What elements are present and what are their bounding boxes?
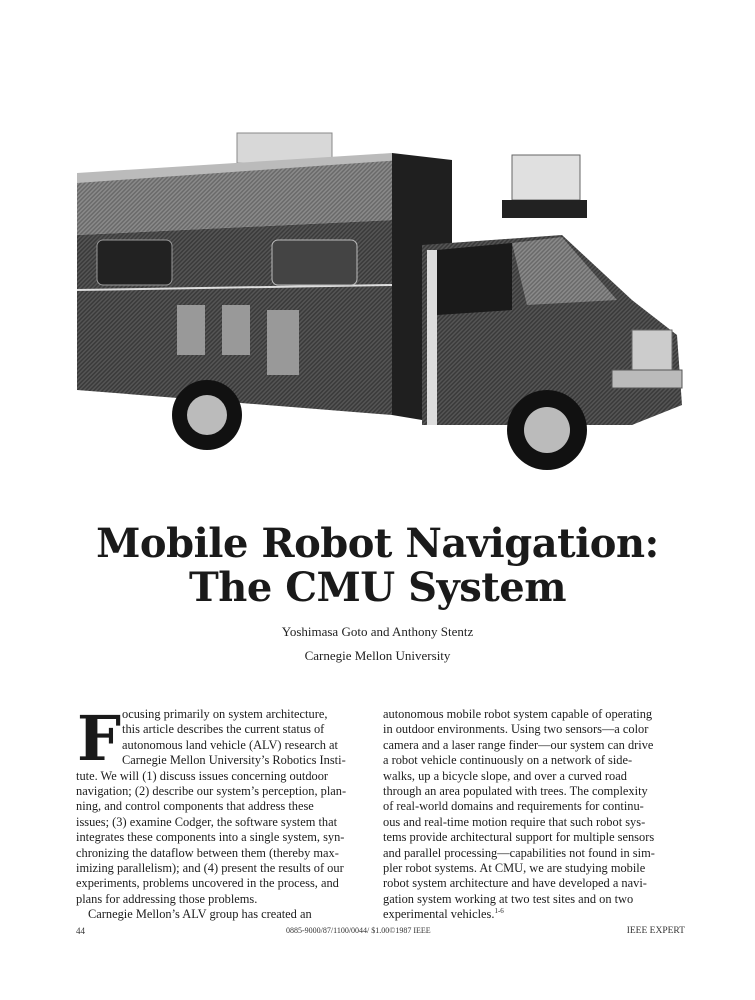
drop-cap: F [77, 702, 122, 775]
copyright-code: 0885-9000/87/1100/0044/ $1.00©1987 IEEE [286, 926, 431, 935]
text-line: issues; (3) examine Codger, the software system that [76, 814, 338, 829]
article-title [0, 522, 755, 610]
text-line: tute. We will (1) discuss issues concerning outdoor [76, 768, 329, 783]
text-line: autonomous land vehicle (ALV) research at [122, 737, 338, 752]
text-line: and parallel processing—capabilities not found in sim- [383, 845, 655, 860]
text-fragment: experimental vehicles. [383, 907, 495, 922]
text-line: ous and real-time motion require that such robot sys- [383, 814, 646, 829]
text-line: tems provide architectural support for multiple sensors [383, 830, 655, 845]
text-line: ocusing primarily on system architecture, [122, 707, 328, 721]
page-number: 44 [76, 926, 85, 936]
text-line: Carnegie Mellon’s ALV group has created an [88, 907, 312, 922]
photo-robot-van-icon [72, 125, 687, 480]
title-line-1: Mobile Robot Navigation: [96, 520, 659, 567]
text-line: imizing parallelism); and (4) present the results of our [76, 861, 344, 876]
text-line-last [383, 907, 688, 922]
text-line: in outdoor environments. Using two sensors—a color [383, 722, 649, 737]
text-line: pler robot systems. At CMU, we are studying mobile [383, 861, 646, 876]
title-line-2: The CMU System [188, 564, 567, 611]
robot-van-photo [72, 125, 687, 480]
text-line: integrates these components into a single system, syn- [76, 830, 345, 845]
text-line: autonomous mobile robot system capable of operating [383, 707, 653, 721]
text-line: camera and a laser range finder—our system can drive [383, 737, 654, 752]
journal-name: IEEE EXPERT [626, 926, 685, 936]
text-line: chronizing the dataflow between them (thereby max- [76, 845, 339, 860]
text-line: a robot vehicle continuously on a network of side- [383, 753, 633, 768]
text-line: walks, up a bicycle slope, and over a curved road [383, 768, 627, 783]
text-line: plans for addressing those problems. [76, 891, 258, 906]
text-line: Carnegie Mellon University’s Robotics Insti- [122, 753, 346, 768]
text-line: ning, and control components that address these [76, 799, 314, 814]
right-column [383, 707, 688, 923]
text-line: experiments, problems uncovered in the process, and [76, 876, 339, 891]
text-line: through an area populated with trees. The complexity [383, 784, 648, 799]
authors: Yoshimasa Goto and Anthony Stentz [281, 624, 474, 639]
left-column [76, 702, 376, 923]
text-line: this article describes the current status of [122, 722, 325, 737]
text-line: gation system working at two test sites and on two [383, 891, 634, 906]
text-line: navigation; (2) describe our system’s perception, plan- [76, 784, 347, 799]
text-line: robot system architecture and have developed a navi- [383, 876, 647, 891]
text-line: of real-world domains and requirements for continu- [383, 799, 644, 814]
footnote-reference[interactable]: 1-6 [494, 907, 504, 916]
affiliation: Carnegie Mellon University [304, 648, 451, 663]
